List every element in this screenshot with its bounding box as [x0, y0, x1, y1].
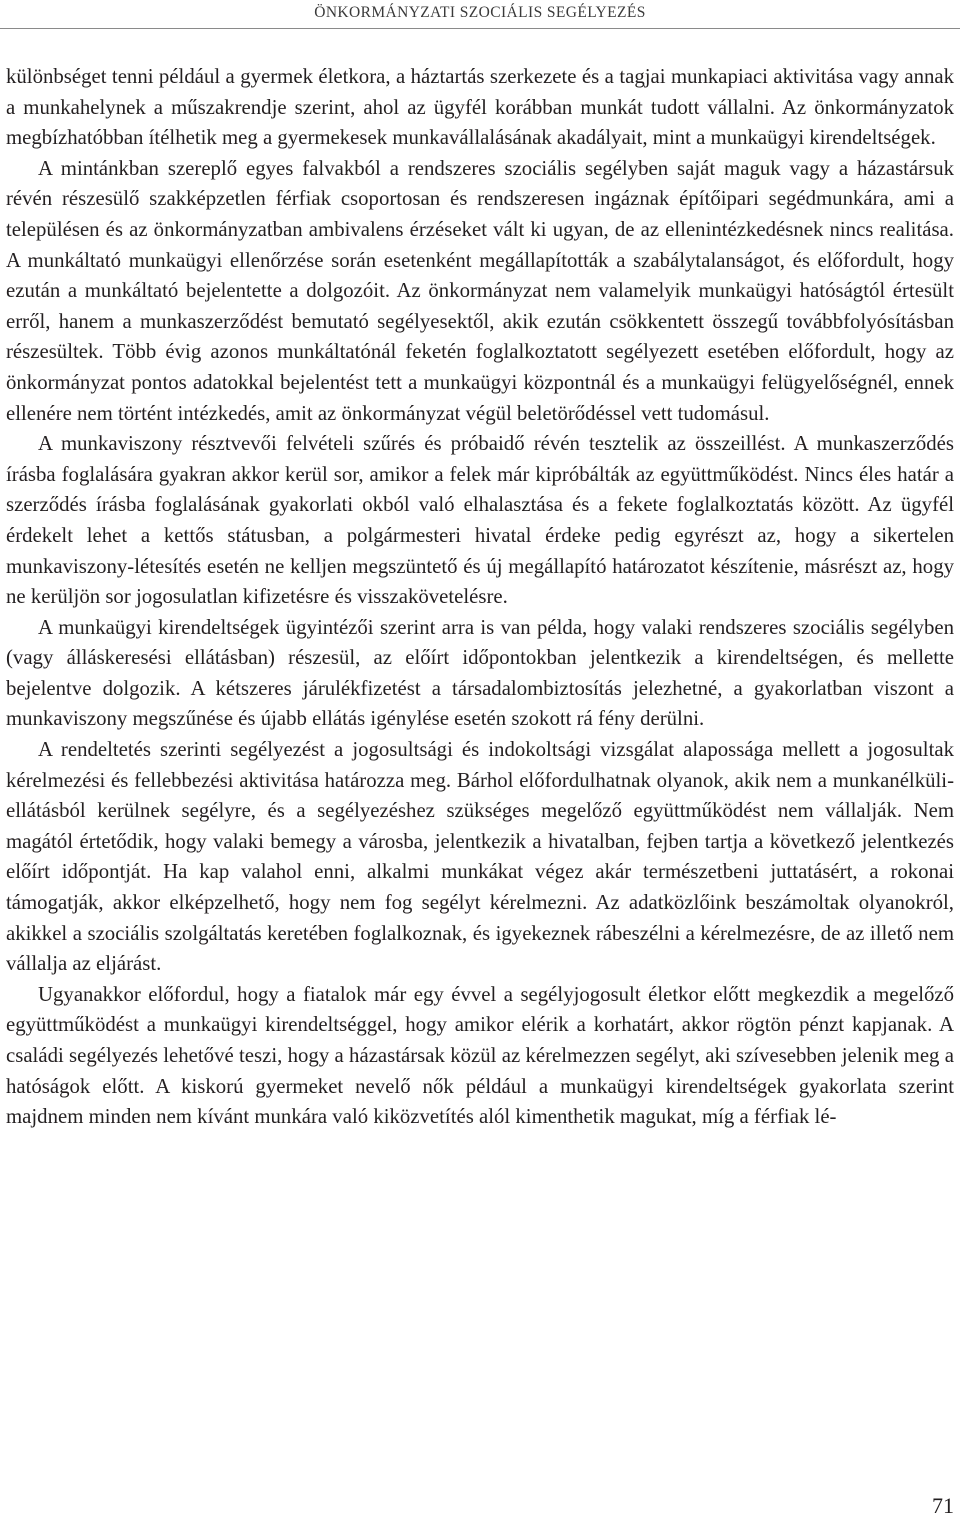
paragraph: A munkaviszony résztvevői felvételi szűrés és próbaidő révén tesztelik az összeillést. A munkaszerződés írásba foglalására gyakran akkor kerül sor, amikor a felek már kipróbálták az együttműködést. Nincs éles határ a szerződés írásba foglalásának gyakorlati okból való elhalasztása és a fekete foglalkoztatás között. Az ügyfél érdekelt lehet a kettős státusban, a polgármesteri hivatal érdeke pedig egyrészt az, hogy a sikertelen munkaviszony-létesítés esetén ne kelljen megszüntető és új megállapító határozatot készítenie, másrészt az, hogy ne kerüljön sor jogosulatlan kifizetésre és visszakövetelésre. [6, 432, 954, 609]
paragraph: A munkaügyi kirendeltségek ügyintézői szerint arra is van példa, hogy valaki rendszeres szociális segélyben (vagy álláskeresési ellátásban) részesül, az előírt időpontokban jelentkezik a kirendeltségen, és mellette bejelentve dolgozik. A kétszeres járulékfizetést a társadalombiztosítás jelezhetné, a gyakorlatban viszont a munkaviszony megszűnése és újabb ellátás igénylése esetén szokott rá fény derülni. [6, 615, 954, 731]
page-number: 71 [932, 1493, 954, 1518]
header-rule [0, 28, 960, 29]
paragraph: különbséget tenni például a gyermek életkora, a háztartás szerkezete és a tagjai munkapiaci aktivitása vagy annak a munkahelynek a műszakrendje szerint, ahol az ügyfél korábban munkát tudott vállalni. Az önkormányzatok megbízhatóbban ítélhetik meg a gyermekesek munkavállalásának akadályait, mint a munkaügyi kirendeltségek. [6, 65, 954, 150]
paragraph: A mintánkban szereplő egyes falvakból a rendszeres szociális segélyben saját maguk vagy a házastársuk révén részesülő szakképzetlen férfiak csoportosan és rendszeresen ingáznak építőipari segédmunkára, ami a településen és az önkormányzatban ambivalens érzéseket vált ki ugyan, de az ellenintézkedésnek nincs realitása. A munkáltató munkaügyi ellenőrzése során esetenként megállapították a szabálytalanságot, és előfordult, hogy ezután a munkáltató bejelentette a dolgozóit. Az önkormányzat nem valamelyik munkaügyi hatóságtól értesült erről, hanem a munkaszerződést bemutató segélyesektől, akik ezután csökkentett összegű továbbfolyósításban részesültek. Több évig azonos munkáltatónál feketén foglalkoztatott segélyezett esetében előfordult, hogy az önkormányzat pontos adatokkal bejelentést tett a munkaügyi központnál és a munkaügyi felügyelőségnél, ennek ellenére nem történt intézkedés, amit az önkormányzat végül beletörődéssel vett tudomásul. [6, 156, 954, 425]
running-header: ÖNKORMÁNYZATI SZOCIÁLIS SEGÉLYEZÉS [314, 4, 646, 21]
body-text [6, 62, 954, 1133]
paragraph: Ugyanakkor előfordul, hogy a fiatalok már egy évvel a segélyjogosult életkor előtt megkezdik a megelőző együttműködést a munkaügyi kirendeltséggel, hogy amikor elérik a korhatárt, akkor rögtön pénzt kapjanak. A családi segélyezés lehetővé teszi, hogy a házastársak közül az kérelmezzen segélyt, aki szívesebben jelenik meg a hatóságok előtt. A kiskorú gyermeket nevelő nők például a munkaügyi kirendeltségek gyakorlata szerint majdnem minden nem kívánt munkára való kiközvetítés alól kimenthetik magukat, míg a férfiak lé- [6, 982, 954, 1129]
paragraph: A rendeltetés szerinti segélyezést a jogosultsági és indokoltsági vizsgálat alapossága mellett a jogosultak kérelmezési és fellebbezési aktivitása határozza meg. Bárhol előfordulhatnak olyanok, akik nem a munkanélküli-ellátásból kerülnek segélyre, és a segélyezéshez szükséges megelőző együttműködést nem vállalják. Nem magától értetődik, hogy valaki bemegy a városba, jelentkezik a hivatalban, fejben tartja a következő jelentkezés előírt időpontját. Ha kap valahol enni, alkalmi munkákat végez akár természetbeni juttatásért, a rokonai támogatják, akkor elképzelhető, hogy nem fog segélyt kérelmezni. Az adatközlőink beszámoltak olyanokról, akikkel a szociális szolgáltatás keretében foglalkoznak, és igyekeznek rábeszélni a kérelmezésre, de az illető nem vállalja az eljárást. [6, 738, 954, 976]
